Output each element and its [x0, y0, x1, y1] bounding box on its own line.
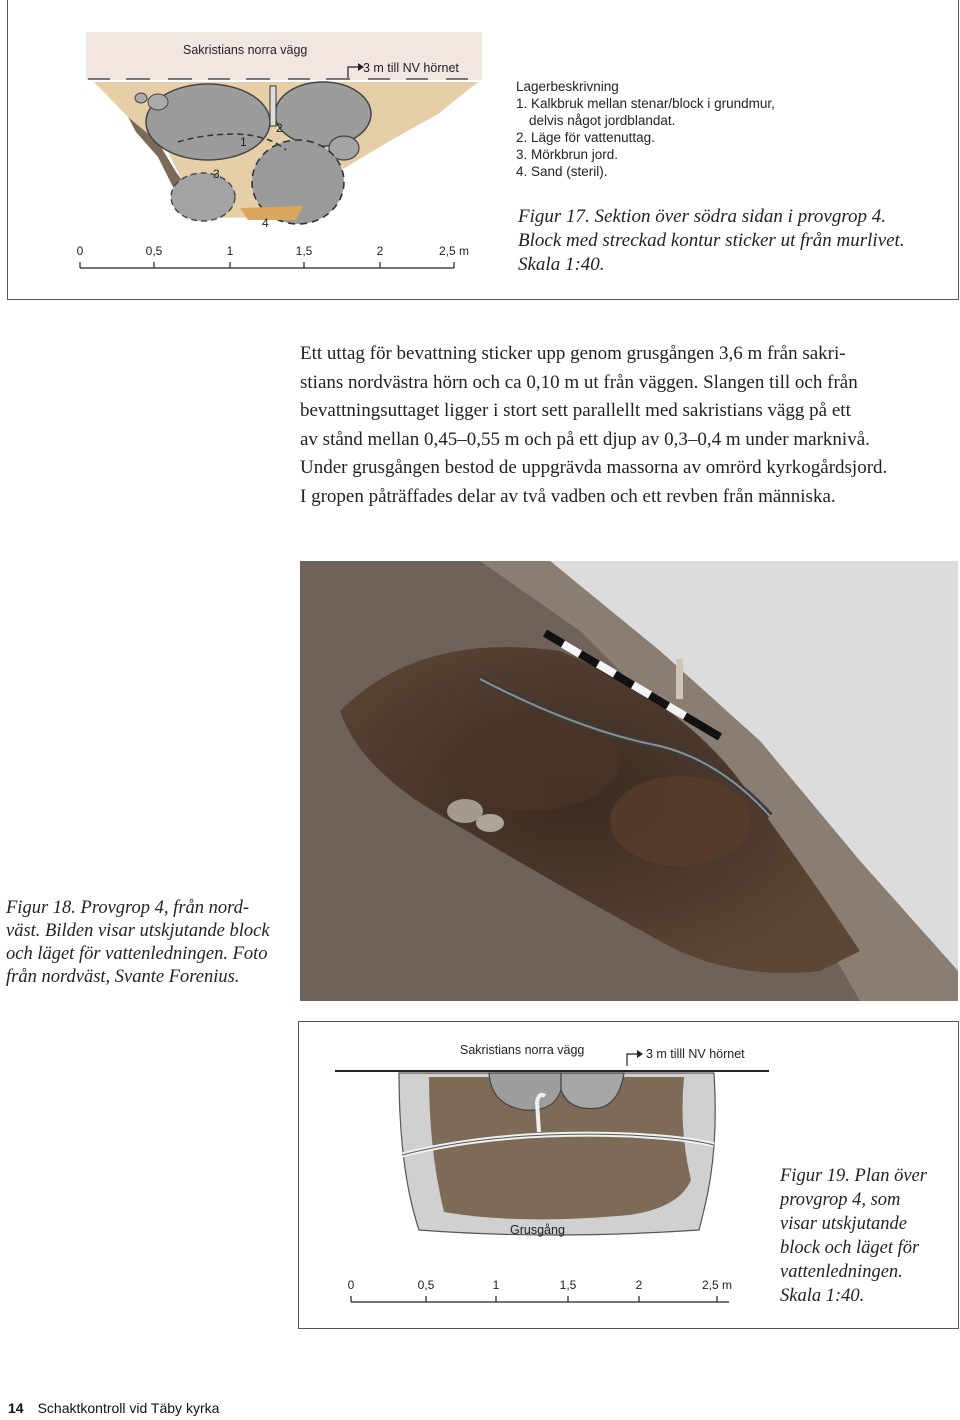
figure-17-caption — [518, 205, 938, 277]
legend-item: 4. Sand (steril). — [516, 164, 608, 179]
body-paragraph — [300, 340, 958, 511]
corner-label: 3 m tilll NV hörnet — [646, 1047, 745, 1061]
scale-tick-label: 0 — [76, 244, 84, 258]
figure-19-plan-drawing — [299, 1030, 769, 1320]
scale-tick-label: 1,5 — [295, 244, 313, 258]
caption-line: Block med streckad kontur sticker ut från murlivet. — [518, 230, 905, 251]
page-footer — [8, 1400, 219, 1416]
figure-18-photo — [300, 561, 958, 1001]
caption-line: från nordväst, Svante Forenius. — [6, 967, 240, 987]
caption-line: Figur 19. Plan över — [780, 1166, 927, 1186]
legend-title: Lagerbeskrivning — [516, 79, 619, 94]
caption-line: block och läget för — [780, 1238, 920, 1258]
scale-tick-label: 2,5 m — [701, 1278, 733, 1292]
scale-tick-label: 1 — [492, 1278, 500, 1292]
caption-line: vattenledningen. — [780, 1262, 903, 1282]
layer-number-3: 3 — [213, 167, 220, 181]
layer-number-2: 2 — [276, 121, 283, 135]
caption-line: Figur 18. Provgrop 4, från nord- — [6, 898, 250, 918]
body-line: bevattningsuttaget ligger i stort sett parallellt med sakristians vägg på ett — [300, 400, 851, 421]
publication-title: Schaktkontroll vid Täby kyrka — [37, 1400, 220, 1416]
body-line: I gropen påträffades delar av två vadben och ett revben från människa. — [300, 485, 836, 507]
scale-tick-label: 0,5 — [145, 244, 163, 258]
layer-legend — [516, 78, 775, 180]
figure-18-caption — [6, 897, 291, 989]
scale-tick-label: 1 — [226, 244, 234, 258]
wall-label: Sakristians norra vägg — [183, 43, 308, 57]
corner-label: 3 m till NV hörnet — [363, 61, 459, 75]
wall-label: Sakristians norra vägg — [460, 1043, 585, 1057]
body-line: Under grusgången bestod de uppgrävda massorna av omrörd kyrkogårdsjord. — [300, 457, 888, 478]
page-number: 14 — [8, 1400, 24, 1416]
caption-line: Skala 1:40. — [780, 1286, 865, 1306]
legend-item: delvis något jordblandat. — [529, 113, 676, 128]
layer-number-4: 4 — [262, 216, 269, 230]
caption-line: provgrop 4, som — [780, 1190, 901, 1210]
body-line: stians nordvästra hörn och ca 0,10 m ut från väggen. Slangen till och från — [300, 371, 858, 393]
area-label: Grusgång — [510, 1223, 565, 1237]
figure-17-section-drawing — [8, 22, 488, 297]
body-line: Ett uttag för bevattning sticker upp genom grusgången 3,6 m från sakri- — [300, 343, 846, 364]
scale-tick-label: 2 — [376, 244, 384, 258]
scale-tick-label: 2 — [635, 1278, 643, 1292]
legend-item: 2. Läge för vattenuttag. — [516, 130, 655, 145]
scale-tick-label: 2,5 m — [438, 244, 470, 258]
scale-tick-label: 1,5 — [559, 1278, 577, 1292]
caption-line: väst. Bilden visar utskjutande block — [6, 921, 270, 941]
caption-line: Skala 1:40. — [518, 254, 605, 275]
caption-line: visar utskjutande — [780, 1214, 907, 1234]
legend-item: 1. Kalkbruk mellan stenar/block i grundmur, — [516, 96, 775, 111]
scale-tick-label: 0,5 — [417, 1278, 435, 1292]
body-line: av stånd mellan 0,45–0,55 m och på ett djup av 0,3–0,4 m under marknivå. — [300, 428, 870, 450]
figure-19-caption — [780, 1164, 950, 1308]
scale-tick-label: 0 — [347, 1278, 355, 1292]
layer-number-1: 1 — [240, 135, 247, 149]
caption-line: Figur 17. Sektion över södra sidan i provgrop 4. — [518, 206, 887, 227]
legend-item: 3. Mörkbrun jord. — [516, 147, 619, 162]
caption-line: och läget för vattenledningen. Foto — [6, 944, 268, 964]
